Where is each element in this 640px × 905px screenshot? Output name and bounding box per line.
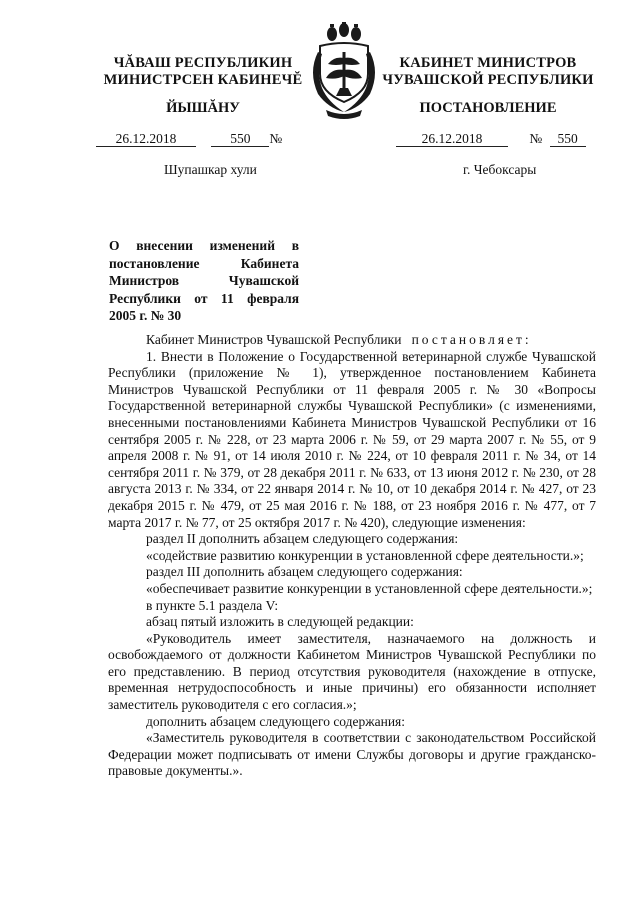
body-paragraph-8: «Руководитель имеет заместителя, назначаемого на должность и освобождаемого от должности Кабинетом Министров Чувашской Республики по его представлению. В период отсутствия руководителя (нахождение в отпуске, временная нетрудоспособность и иные причины) его обязанности исполняет заместитель руководителя с его согласия.»; (108, 630, 596, 713)
body-paragraph-9: дополнить абзацем следующего содержания: (146, 713, 406, 729)
body-paragraph-6: в пункте 5.1 раздела V: (146, 597, 279, 613)
ministry-name-chuvash (98, 55, 308, 89)
place-chuvash: Шупашкар хули (164, 162, 257, 177)
date-number-russian (396, 131, 586, 147)
ministry-name-russian (382, 55, 594, 89)
body-paragraph-3: «содействие развитию конкуренции в установленной сфере деятельности.»; (146, 547, 584, 563)
doc-type-russian: ПОСТАНОВЛЕНИЕ (419, 100, 557, 116)
body-paragraph-4: раздел III дополнить абзацем следующего содержания: (146, 564, 463, 580)
date-number-chuvash (96, 131, 282, 147)
number-chuvash: 550 (211, 131, 269, 147)
chuvash-coat-of-arms-icon (306, 22, 382, 120)
body-paragraph-7: абзац пятый изложить в следующей редакции: (146, 614, 414, 630)
number-sign-chuvash: № (269, 131, 283, 146)
date-chuvash: 26.12.2018 (96, 131, 196, 147)
number-sign-russian: № (529, 131, 543, 146)
date-russian: 26.12.2018 (396, 131, 508, 147)
place-russian: г. Чебоксары (463, 162, 537, 177)
ministry-name-chuvash-line2: МИНИСТРСЕН КАБИНЕЧĔ (103, 72, 303, 88)
body-paragraph-2: раздел II дополнить абзацем следующего содержания: (146, 531, 459, 547)
document-body (108, 332, 596, 780)
ministry-name-russian-line1: КАБИНЕТ МИНИСТРОВ (399, 55, 577, 71)
number-russian: 550 (550, 131, 586, 147)
body-intro-text: Кабинет Министров Чувашской Республики (146, 332, 402, 347)
ministry-name-chuvash-line1: ЧĂВАШ РЕСПУБЛИКИН (113, 55, 293, 71)
body-paragraph-1: 1. Внести в Положение о Государственной ветеринарной службе Чувашской Республики (приложение № 1), утвержденное постановлением Кабинета Министров Чувашской Республики от 11 февраля 2005 г. № 30 «Вопросы Государственной ветеринарной службы Чувашской Республики» (с изменениями, внесенными постановлениями Кабинета Министров Чувашской Республики от 16 сентября 2005 г. № 228, от 23 марта 2006 г. № 59, от 29 марта 2007 г. № 55, от 9 апреля 2008 г. № 91, от 14 июля 2010 г. № 224, от 10 февраля 2011 г. № 34, от 14 сентября 2011 г. № 379, от 28 декабря 2011 г. № 633, от 13 июня 2012 г. № 230, от 28 августа 2013 г. № 334, от 22 января 2014 г. № 10, от 10 декабря 2014 г. № 427, от 23 декабря 2015 г. № 479, от 25 мая 2016 г. № 188, от 23 ноября 2016 г. № 477, от 7 марта 2017 г. № 77, от 25 октября 2017 г. № 420), следующие изменения: (108, 348, 596, 530)
doc-type-chuvash: ЙЫШĂНУ (166, 100, 240, 116)
body-intro (108, 332, 596, 349)
body-paragraph-5: «обеспечивает развитие конкуренции в установленной сфере деятельности.»; (146, 580, 593, 596)
body-paragraph-10: «Заместитель руководителя в соответствии с законодательством Российской Федерации может подписывать от имени Службы договоры и другие гражданско-правовые документы.». (108, 730, 596, 779)
document-title: О внесении изменений в постановление Кабинета Министров Чувашской Республики от 11 февраля 2005 г. № 30 (109, 238, 299, 323)
ministry-name-russian-line2: ЧУВАШСКОЙ РЕСПУБЛИКИ (382, 72, 594, 88)
body-intro-verb: постановляет: (411, 332, 532, 347)
